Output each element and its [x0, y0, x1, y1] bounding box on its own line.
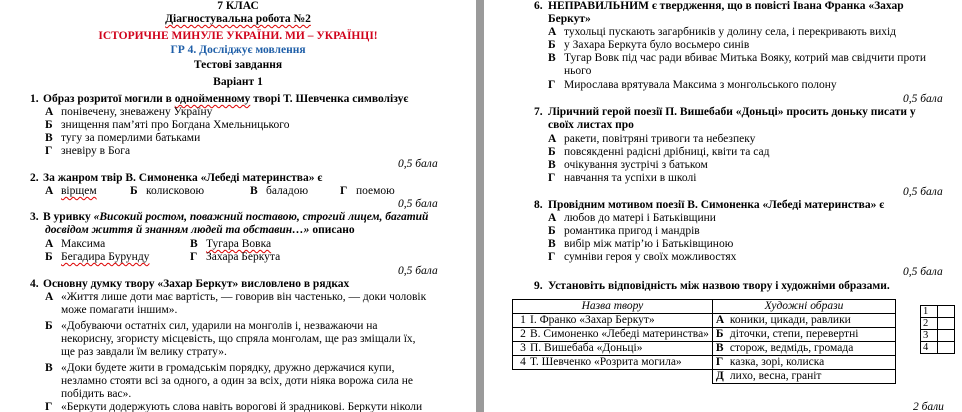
q8-option: Б романтика пригод і мандрів	[548, 225, 700, 237]
q1-option: Б знищення пам’яті про Богдана Хмельницького	[45, 119, 290, 131]
q1-option: А понівечену, зневажену Україну	[45, 106, 213, 118]
q4-option: А «Життя лише доти має вартість, — говорив він частенько, — доки чоловік	[45, 291, 427, 303]
q8-text: 8. Провідним мотивом поезії В. Симоненка «Лебеді материнства» є	[534, 199, 885, 211]
q8-option: В вибір між матір’ю і Батьківщиною	[548, 238, 734, 250]
q7-option: Г навчання та успіхи в школі	[548, 172, 697, 184]
q4-text: 4. Основну думку твору «Захар Беркут» висловлено в рядках	[30, 278, 350, 290]
table-row: 4 Т. Шевченко «Розрита могила» Г казка, зорі, колиска	[513, 356, 896, 370]
q4-option-cont: побідить вас».	[61, 388, 132, 400]
q3-text-cont: досвідом життя й знанням людей та обставин…» описано	[45, 224, 355, 236]
q7-text-cont: своїх листах про	[548, 119, 634, 131]
matching-table	[512, 299, 896, 384]
q6-option: А тухольці пускають загарбників у долину села, і перекривають вихід	[548, 26, 897, 38]
q2-text: 2. За жанром твір В. Симоненка «Лебеді материнства» є	[30, 172, 323, 184]
group-title: ГР 4. Досліджує мовлення	[170, 44, 306, 56]
q2-option: В баладою	[250, 185, 309, 197]
q2-option: Г поемою	[340, 185, 395, 197]
q2-score: 0,5 бала	[398, 198, 438, 210]
q6-option: Б у Захара Беркута було восьмеро синів	[548, 39, 750, 51]
q9-score: 2 бали	[913, 401, 944, 412]
q3-score: 0,5 бала	[398, 265, 438, 277]
answer-grid: 1 2 3 4	[920, 305, 955, 354]
answer-cell[interactable]	[938, 342, 955, 354]
col-work-header: Назва твору	[513, 300, 713, 314]
q7-text: 7. Ліричний герой поезії П. Вишебаби «Доньці» просить доньку писати у	[534, 106, 916, 118]
q6-option-cont: нього	[564, 65, 592, 77]
q1-score: 0,5 бала	[398, 158, 438, 170]
table-row: 2 В. Симоненко «Лебеді материнства» Б діточки, степи, перевертні	[513, 328, 896, 342]
q1-text: 1. Образ розритої могили в однойменному творі Т. Шевченка символізує	[30, 93, 409, 105]
q3-option: Б Бегадира Бурунду	[45, 251, 150, 263]
answer-cell[interactable]	[938, 330, 955, 342]
q2-option: А вірщем	[45, 185, 97, 197]
answer-cell[interactable]	[938, 318, 955, 330]
table-row: 1 І. Франко «Захар Беркут» А коники, цикади, равлики	[513, 314, 896, 328]
q3-option: В Тугара Вовка	[190, 238, 272, 250]
q6-option: Г Мирослава врятувала Максима з монгольського полону	[548, 79, 837, 91]
q3-text: 3. В уривку «Високий ростом, поважний поставою, строгий лицем, багатий	[30, 211, 429, 223]
unit-title: ІСТОРИЧНЕ МИНУЛЕ УКРАЇНИ. МИ – УКРАЇНЦІ!	[98, 30, 378, 42]
q6-text-cont: Беркут»	[548, 13, 591, 25]
page-right	[484, 0, 962, 412]
q1-option: В тугу за померлими батьками	[45, 132, 201, 144]
q4-option: Г «Беркути додержують слова навіть ворогові й зрадникові. Беркути ніколи	[45, 401, 423, 412]
answer-cell[interactable]	[938, 306, 955, 318]
table-row: Д лихо, весна, граніт	[513, 370, 896, 384]
class-heading: 7 КЛАС	[217, 0, 259, 12]
q7-option: А ракети, повітряні тривоги та небезпеку	[548, 133, 756, 145]
page-left	[0, 0, 476, 412]
q7-option: Б повсякденні радісні дрібниці, квіти та сад	[548, 146, 770, 158]
q2-option: Б колисковою	[130, 185, 205, 197]
q7-option: В очікування зустрічі з батьком	[548, 159, 708, 171]
q4-option: В «Доки будете жити в громадськім порядку, дружно держачися купи,	[45, 362, 395, 374]
q6-text: 6. НЕПРАВИЛЬНИМ є твердження, що в повісті Івана Франка «Захар	[534, 0, 904, 12]
table-row: 3 П. Вишебаба «Доньці» В сторож, ведмідь, громада	[513, 342, 896, 356]
q6-option: В Тугар Вовк під час ради вбиває Митька Вояку, котрий мав свідчити проти	[548, 52, 926, 64]
q9-text: 9. Установіть відповідність між назвою твору і художніми образами.	[534, 280, 890, 292]
q3-option: Г Захара Беркута	[190, 251, 281, 263]
q4-option-cont: некорисну, згористу місцевість, що спряла монголам, ще раз зміщали їх,	[61, 333, 416, 345]
q3-option: А Максима	[45, 238, 106, 250]
q4-option-cont: незламно стояти всі за одного, а один за всіх, доти ніяка ворожа сила не	[61, 375, 413, 387]
q8-option: Г сумніви героя у своїх можливостях	[548, 251, 737, 263]
q1-option: Г зневіру в Бога	[45, 145, 131, 157]
col-images-header: Художні образи	[712, 300, 895, 314]
q4-option-cont: ще раз завдали їм велику страту».	[61, 346, 227, 358]
variant-title: Варіант 1	[213, 76, 263, 88]
q8-option: А любов до матері і Батьківщини	[548, 212, 716, 224]
q6-score: 0,5 бала	[903, 93, 943, 105]
q4-option-cont: може помагати іншим».	[61, 304, 178, 316]
q7-score: 0,5 бала	[903, 186, 943, 198]
tests-title: Тестові завдання	[193, 59, 283, 71]
q4-option: Б «Добуваючи остатніх сил, ударили на монголів і, незважаючи на	[45, 320, 378, 332]
work-title: Діагностувальна робота №2	[165, 13, 311, 25]
q8-score: 0,5 бала	[903, 266, 943, 278]
